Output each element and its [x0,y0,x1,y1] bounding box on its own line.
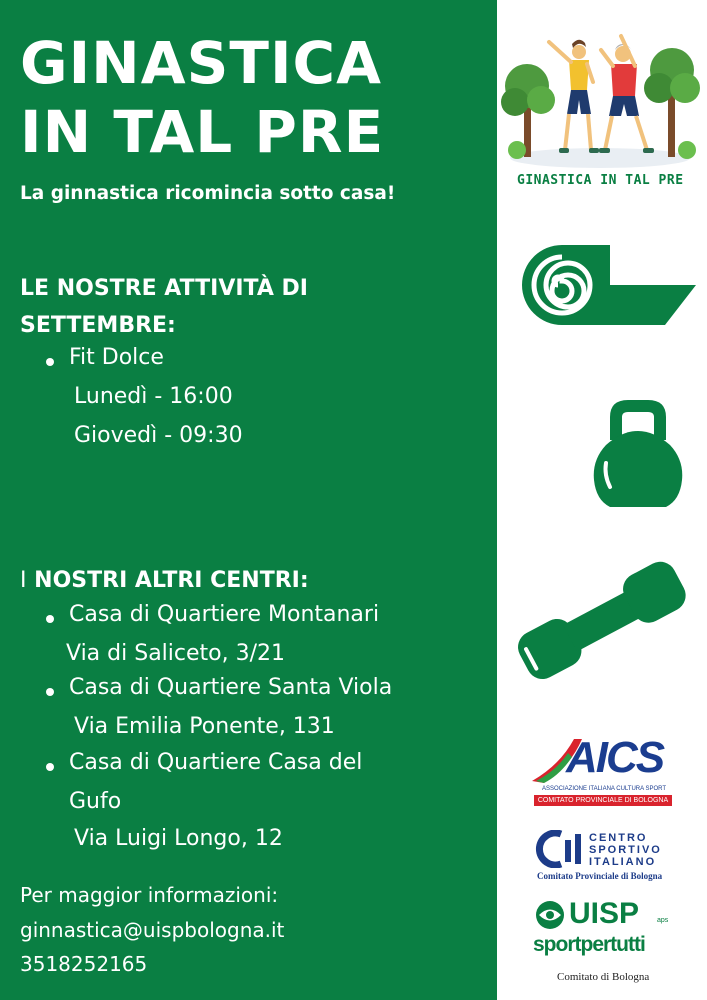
activity-slot-1: Lunedì - 16:00 [74,384,233,409]
uisp-logo [531,897,681,987]
csi-footer: Comitato Provinciale di Bologna [537,871,663,881]
contact-phone[interactable]: 3518252165 [20,952,148,976]
activity-name: Fit Dolce [69,345,164,370]
csi-line-1: CENTRO [589,832,648,844]
csi-emblem [535,830,585,868]
bullet-dot [46,688,54,696]
aics-subtitle: ASSOCIAZIONE ITALIANA CULTURA SPORT [542,786,667,792]
kettlebell-icon [588,395,688,510]
title-line-1: GINASTICA [20,29,382,97]
subtitle: La ginnastica ricomincia sotto casa! [20,183,396,204]
uisp-footer: Comitato di Bologna [557,971,650,983]
exercise-illustration [497,30,707,170]
bullet-dot [46,358,54,366]
contact-email[interactable]: ginnastica@uispbologna.it [20,918,285,942]
csi-line-2: SPORTIVO [589,844,662,856]
activity-slot-2: Giovedì - 09:30 [74,423,243,448]
csi-line-3: ITALIANO [589,856,657,868]
center-1-name: Casa di Quartiere Montanari [69,602,380,627]
aics-wordmark: AICS [566,733,664,782]
center-2-address: Via Emilia Ponente, 131 [74,714,335,739]
activities-heading-2: SETTEMBRE: [20,313,176,338]
uisp-wordmark: UISP [569,897,640,930]
bullet-dot [46,763,54,771]
yoga-mat-icon [520,245,700,330]
uisp-emblem-icon [533,900,567,930]
title-line-2: IN TAL PRE [20,98,385,166]
center-3-address: Via Luigi Longo, 12 [74,826,283,851]
dumbbell-icon [505,555,695,685]
centers-heading [20,562,309,599]
csi-logo [535,828,675,883]
activities-heading-1: LE NOSTRE ATTIVITÀ DI [20,276,308,301]
uisp-aps: aps [657,917,669,924]
centers-heading-text: NOSTRI ALTRI CENTRI: [34,568,309,593]
center-3-name-line-1: Casa di Quartiere Casa del [69,750,363,775]
aics-band: COMITATO PROVINCIALE DI BOLOGNA [534,795,672,806]
centers-heading-prefix: I [20,568,27,593]
center-3-name-line-2: Gufo [69,789,122,814]
uisp-tagline: sportpertutti [533,933,645,956]
contact-label: Per maggior informazioni: [20,883,279,907]
bullet-dot [46,615,54,623]
aics-logo [530,735,675,815]
center-1-address: Via di Saliceto, 3/21 [66,641,286,666]
center-2-name: Casa di Quartiere Santa Viola [69,675,393,700]
illustration-caption: GINASTICA IN TAL PRE [517,173,684,188]
